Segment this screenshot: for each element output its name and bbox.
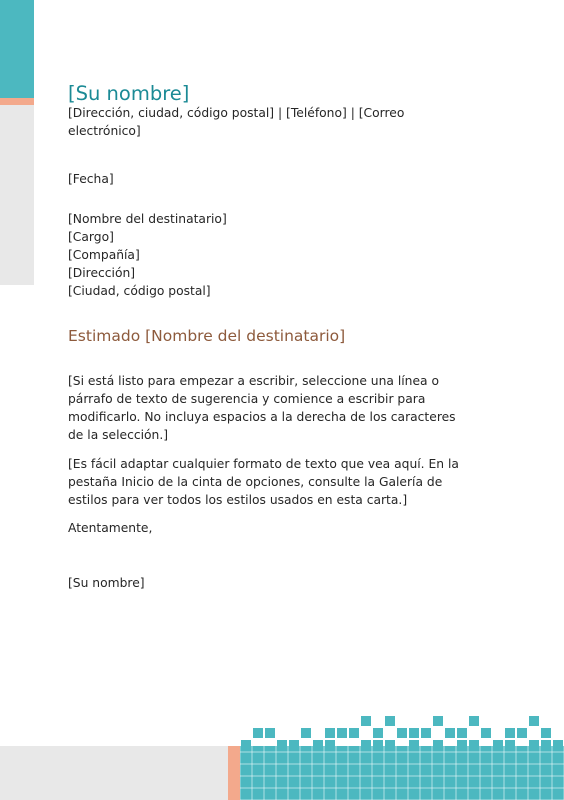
paragraph-line: [Es fácil adaptar cualquier formato de texto que vea aquí. En la	[68, 457, 459, 471]
peach-accent-stripe	[0, 98, 34, 105]
mosaic-tile	[373, 740, 383, 750]
contact-line: [Dirección, ciudad, código postal] | [Teléfono] | [Correo	[68, 106, 405, 120]
contact-line: electrónico]	[68, 124, 141, 138]
mosaic-tile	[241, 740, 251, 750]
mosaic-tile	[433, 716, 443, 726]
mosaic-tile	[421, 728, 431, 738]
mosaic-tile	[505, 740, 515, 750]
paragraph-line: modificarlo. No incluya espacios a la derecha de los caracteres	[68, 410, 456, 424]
sender-contact-info	[68, 104, 408, 140]
mosaic-tile	[349, 728, 359, 738]
mosaic-tile	[481, 728, 491, 738]
signature-name: [Su nombre]	[68, 576, 145, 590]
body-paragraph-2	[68, 455, 459, 509]
mosaic-tile	[505, 728, 515, 738]
mosaic-tile	[325, 728, 335, 738]
mosaic-tile	[517, 728, 527, 738]
mosaic-tile	[493, 740, 503, 750]
mosaic-tile	[541, 728, 551, 738]
mosaic-tile	[289, 740, 299, 750]
mosaic-tile	[361, 716, 371, 726]
recipient-address: [Dirección]	[68, 266, 136, 280]
mosaic-tile	[529, 740, 539, 750]
body-paragraph-1	[68, 372, 456, 444]
gray-footer-band	[0, 746, 228, 800]
paragraph-line: [Si está listo para empezar a escribir, seleccione una línea o	[68, 374, 439, 388]
mosaic-tile	[469, 716, 479, 726]
teal-corner-band	[0, 0, 34, 98]
mosaic-tile	[457, 728, 467, 738]
mosaic-tile	[301, 728, 311, 738]
mosaic-tile	[385, 716, 395, 726]
closing: Atentamente,	[68, 521, 153, 535]
mosaic-tile	[277, 740, 287, 750]
mosaic-tile	[541, 740, 551, 750]
mosaic-tile	[373, 728, 383, 738]
pixel-mosaic-decoration	[240, 716, 564, 800]
mosaic-tile	[361, 740, 371, 750]
paragraph-line: párrafo de texto de sugerencia y comience a escribir para	[68, 392, 426, 406]
gray-side-band	[0, 105, 34, 285]
paragraph-line: pestaña Inicio de la cinta de opciones, consulte la Galería de	[68, 475, 443, 489]
mosaic-tile	[325, 740, 335, 750]
sender-name: [Su nombre]	[68, 82, 190, 105]
paragraph-line: de la selección.]	[68, 428, 169, 442]
mosaic-tile	[445, 728, 455, 738]
recipient-company: [Compañía]	[68, 248, 140, 262]
peach-footer-stripe	[228, 746, 240, 800]
recipient-name: [Nombre del destinatario]	[68, 212, 227, 226]
salutation: Estimado [Nombre del destinatario]	[68, 327, 346, 345]
mosaic-tile	[433, 740, 443, 750]
recipient-city-zip: [Ciudad, código postal]	[68, 284, 211, 298]
mosaic-tile	[313, 740, 323, 750]
mosaic-tile	[397, 728, 407, 738]
paragraph-line: estilos para ver todos los estilos usados en esta carta.]	[68, 493, 408, 507]
mosaic-tile	[457, 740, 467, 750]
mosaic-tile	[265, 728, 275, 738]
mosaic-tile	[469, 740, 479, 750]
recipient-block	[68, 210, 438, 300]
mosaic-tile	[409, 728, 419, 738]
recipient-title: [Cargo]	[68, 230, 114, 244]
mosaic-tile	[337, 728, 347, 738]
letter-date: [Fecha]	[68, 172, 114, 186]
mosaic-tile	[385, 740, 395, 750]
mosaic-tile	[253, 728, 263, 738]
mosaic-tile	[553, 740, 563, 750]
mosaic-tile	[409, 740, 419, 750]
mosaic-tile	[529, 716, 539, 726]
